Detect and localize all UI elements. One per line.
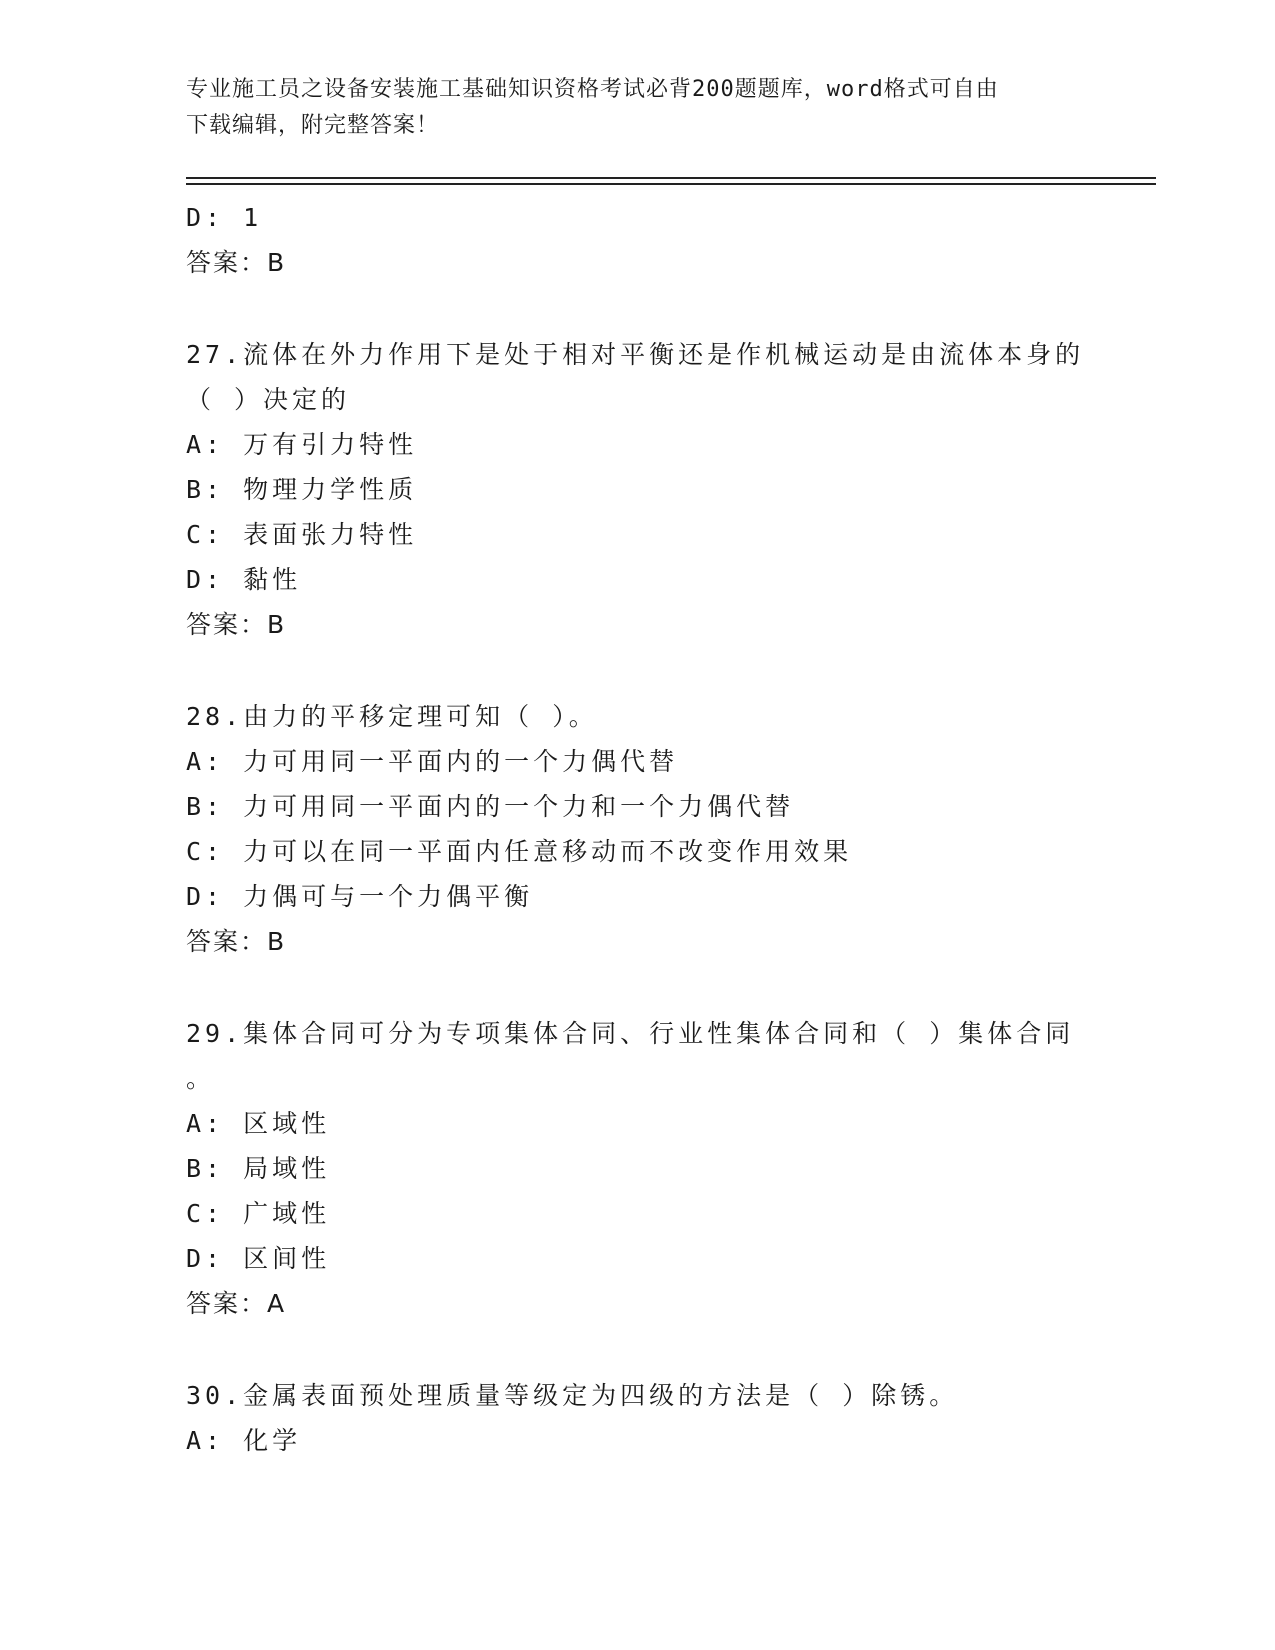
question-29 (186, 1011, 1106, 1326)
header-line-1: 专业施工员之设备安装施工基础知识资格考试必背200题题库，word格式可自由 (186, 77, 999, 102)
option-d: D: 黏性 (186, 565, 302, 594)
option-d: D: 力偶可与一个力偶平衡 (186, 882, 534, 911)
question-stem-cont: 。 (186, 1064, 216, 1093)
answer: 答案：A (186, 1289, 287, 1318)
option-a: A: 万有引力特性 (186, 430, 418, 459)
option-c: C: 广域性 (186, 1199, 331, 1228)
answer: 答案：B (186, 927, 287, 956)
header-rule-bottom (186, 183, 1156, 185)
header-rule-top (186, 177, 1156, 179)
option-b: B: 物理力学性质 (186, 475, 418, 504)
previous-question-tail (186, 195, 1106, 285)
question-stem: 29.集体合同可分为专项集体合同、行业性集体合同和（ ）集体合同 (186, 1019, 1075, 1048)
question-28 (186, 694, 1106, 964)
question-27 (186, 332, 1106, 647)
option-a: A: 区域性 (186, 1109, 331, 1138)
option-d: D: 1 (186, 203, 263, 232)
question-list (186, 195, 1106, 1463)
question-stem: 30.金属表面预处理质量等级定为四级的方法是（ ）除锈。 (186, 1381, 959, 1410)
answer: 答案：B (186, 610, 287, 639)
option-a: A: 化学 (186, 1426, 302, 1455)
question-30 (186, 1373, 1106, 1463)
document-header (186, 72, 1086, 144)
question-stem: 28.由力的平移定理可知（ ）。 (186, 702, 598, 731)
answer: 答案：B (186, 248, 287, 277)
option-d: D: 区间性 (186, 1244, 331, 1273)
option-b: B: 力可用同一平面内的一个力和一个力偶代替 (186, 792, 795, 821)
option-c: C: 表面张力特性 (186, 520, 418, 549)
option-c: C: 力可以在同一平面内任意移动而不改变作用效果 (186, 837, 853, 866)
option-a: A: 力可用同一平面内的一个力偶代替 (186, 747, 679, 776)
question-stem-cont: （ ）决定的 (186, 385, 351, 414)
header-line-2: 下载编辑，附完整答案！ (186, 113, 440, 138)
question-stem: 27.流体在外力作用下是处于相对平衡还是作机械运动是由流体本身的 (186, 340, 1085, 369)
option-b: B: 局域性 (186, 1154, 331, 1183)
